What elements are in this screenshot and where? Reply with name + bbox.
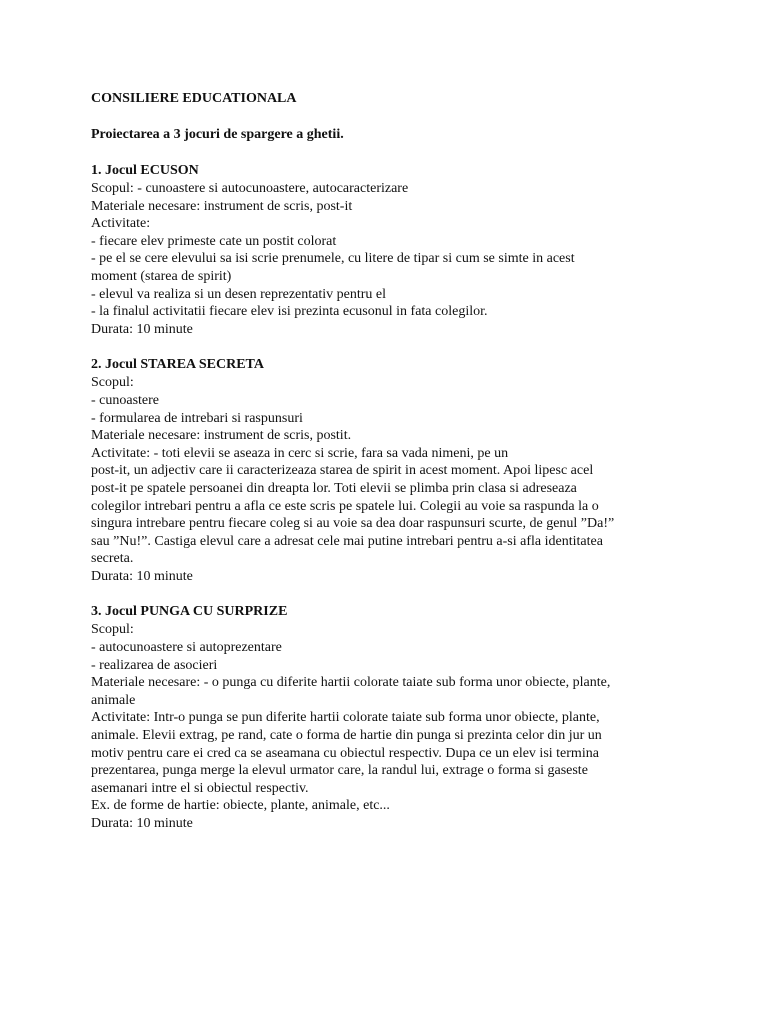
text-line: Materiale necesare: instrument de scris, post-it	[91, 198, 353, 214]
text-line: Activitate: - toti elevii se aseaza in cerc si scrie, fara sa vada nimeni, pe un	[91, 445, 509, 461]
text-line: post-it pe spatele persoanei din dreapta lor. Toti elevii se plimba prin clasa si adreseaza	[91, 480, 577, 496]
text-line: motiv pentru care ei cred ca se aseamana cu obiectul respectiv. Dupa ce un elev isi termina	[91, 745, 599, 761]
text-line: Materiale necesare: - o punga cu diferite hartii colorate taiate sub forma unor obiecte, plante,	[91, 675, 611, 691]
game-section-punga-cu-surprize	[91, 603, 691, 832]
text-line: secreta.	[91, 551, 134, 567]
text-line: Durata: 10 minute	[91, 816, 193, 831]
document-title: CONSILIERE EDUCATIONALA	[91, 91, 297, 106]
text-line: animale. Elevii extrag, pe rand, cate o forma de hartie din punga si prezinta celor din jur un	[91, 728, 602, 744]
text-line: - cunoastere	[91, 392, 160, 408]
text-line: moment (starea de spirit)	[91, 268, 232, 284]
text-line: - autocunoastere si autoprezentare	[91, 640, 282, 656]
text-line: Ex. de forme de hartie: obiecte, plante, animale, etc...	[91, 798, 390, 814]
text-line: prezentarea, punga merge la elevul urmator care, la randul lui, extrage o forma si gaseste	[91, 763, 588, 779]
text-line: Scopul:	[91, 622, 134, 638]
text-line: singura intrebare pentru fiecare coleg si au voie sa dea doar raspunsuri scurte, de genul ”Da!”	[91, 516, 615, 532]
text-line: animale	[91, 692, 136, 708]
text-line: sau ”Nu!”. Castiga elevul care a adresat cele mai putine intrebari pentru a-si afla identitatea	[91, 533, 603, 549]
text-line: Materiale necesare: instrument de scris, postit.	[91, 428, 352, 444]
game-heading: 2. Jocul STAREA SECRETA	[91, 357, 264, 373]
text-line: - formularea de intrebari si raspunsuri	[91, 410, 303, 426]
text-line: Scopul: - cunoastere si autocunoastere, autocaracterizare	[91, 181, 409, 196]
document-page	[91, 90, 691, 851]
game-heading: 3. Jocul PUNGA CU SURPRIZE	[91, 604, 288, 620]
text-line: - la finalul activitatii fiecare elev isi prezinta ecusonul in fata colegilor.	[91, 304, 488, 320]
text-line: Durata: 10 minute	[91, 321, 193, 337]
text-line: - realizarea de asocieri	[91, 657, 218, 673]
text-line: Activitate:	[91, 216, 151, 232]
game-section-starea-secreta	[91, 356, 691, 585]
text-line: Scopul:	[91, 375, 134, 391]
text-line: Activitate: Intr-o punga se pun diferite hartii colorate taiate sub forma unor obiecte, plante,	[91, 710, 600, 726]
text-line: colegilor intrebari pentru a afla ce este scris pe spatele lui. Colegii au voie sa raspunda la o	[91, 498, 599, 514]
document-subtitle: Proiectarea a 3 jocuri de spargere a ghetii.	[91, 127, 344, 142]
text-line: - elevul va realiza si un desen reprezentativ pentru el	[91, 286, 387, 302]
text-line: Durata: 10 minute	[91, 568, 193, 584]
game-heading: 1. Jocul ECUSON	[91, 163, 199, 178]
text-line: asemanari intre el si obiectul respectiv.	[91, 780, 309, 796]
text-line: post-it, un adjectiv care ii caracterizeaza starea de spirit in acest moment. Apoi lipesc acel	[91, 463, 594, 479]
text-line: - pe el se cere elevului sa isi scrie prenumele, cu litere de tipar si cum se simte in acest	[91, 251, 575, 267]
text-line: - fiecare elev primeste cate un postit colorat	[91, 233, 337, 249]
game-section-ecuson	[91, 162, 691, 338]
